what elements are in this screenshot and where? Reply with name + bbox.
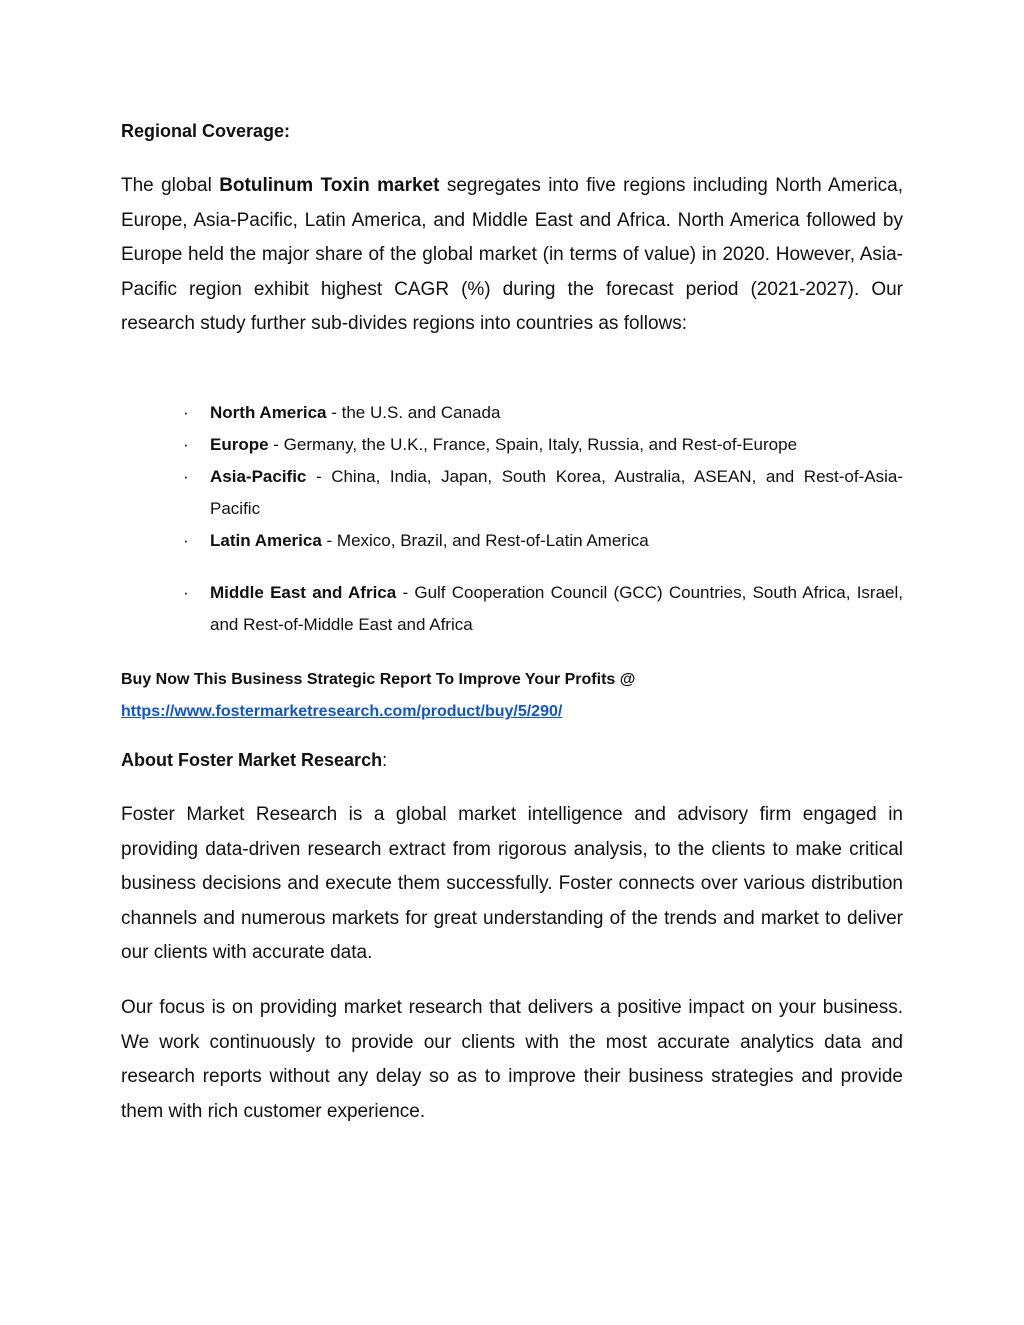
region-countries: - Gulf Cooperation Council (GCC) Countries, South Africa, Israel, and Rest-of-Middle East and Africa	[210, 583, 903, 634]
region-name: Latin America	[210, 531, 322, 550]
bullet-marker: ·	[183, 531, 189, 550]
list-item-text	[210, 577, 903, 640]
region-countries: - China, India, Japan, South Korea, Australia, ASEAN, and Rest-of-Asia-Pacific	[210, 467, 903, 518]
about-heading	[121, 750, 387, 771]
region-name: Middle East and Africa	[210, 583, 397, 602]
region-name: Europe	[210, 435, 269, 454]
region-countries: - Mexico, Brazil, and Rest-of-Latin America	[321, 531, 649, 550]
about-paragraph-2: Our focus is on providing market research that delivers a positive impact on your business. We work continuously to provide our clients with the most accurate analytics data and research reports without any delay so as to improve their business strategies and provide them with rich customer experience.	[121, 997, 903, 1122]
regional-coverage-heading: Regional Coverage:	[121, 121, 291, 141]
about-paragraph-1: Foster Market Research is a global market intelligence and advisory firm engaged in providing data-driven research extract from rigorous analysis, to the clients to make critical business decisions and execute them successfully. Foster connects over various distribution channels and numerous markets for great understanding of the trends and market to deliver our clients with accurate data.	[121, 804, 903, 963]
bullet-marker: ·	[183, 403, 189, 422]
regional-intro-paragraph	[121, 169, 903, 342]
market-name: Botulinum Toxin market	[219, 175, 440, 196]
list-item-text	[210, 397, 903, 429]
bullet-marker: ·	[183, 583, 189, 602]
bullet-marker: ·	[183, 435, 189, 454]
intro-text-rest: segregates into five regions including North America, Europe, Asia-Pacific, Latin America, and Middle East and Africa. North America followed by Europe held the major share of the global market (in terms of value) in 2020. However, Asia-Pacific region exhibit highest CAGR (%) during the forecast period (2021-2027). Our research study further sub-divides regions into countries as follows:	[121, 175, 903, 334]
about-heading-text: About Foster Market Research	[121, 750, 383, 770]
bullet-marker: ·	[183, 467, 189, 486]
list-item-text	[210, 525, 903, 557]
region-countries: - Germany, the U.K., France, Spain, Italy, Russia, and Rest-of-Europe	[268, 435, 798, 454]
list-item-text	[210, 461, 903, 524]
buy-now-callout	[121, 664, 635, 728]
buy-now-link[interactable]: https://www.fostermarketresearch.com/product/buy/5/290/	[121, 703, 563, 720]
region-countries: - the U.S. and Canada	[326, 403, 501, 422]
list-item-text	[210, 429, 903, 461]
buy-now-text: Buy Now This Business Strategic Report To Improve Your Profits @	[121, 671, 636, 688]
about-heading-colon: :	[382, 750, 388, 770]
region-name: Asia-Pacific	[210, 467, 307, 486]
region-name: North America	[210, 403, 327, 422]
intro-text-start: The global	[121, 175, 220, 196]
